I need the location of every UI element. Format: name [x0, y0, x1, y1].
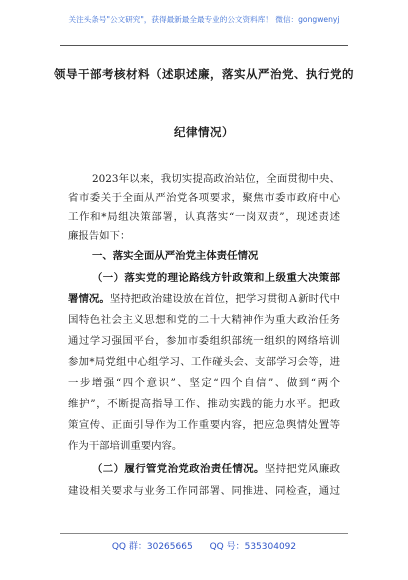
intro-line: 工作和*局组决策部署，认真落实“一岗双责”，现述责述: [68, 211, 340, 223]
subsection-1-text: 坚持把政治建设放在首位，把学习贯彻Ａ新时代中: [109, 293, 340, 305]
subsection-2-first-line: [92, 462, 340, 477]
subsection-1-first-line: [68, 292, 340, 307]
intro-line: 省市委关于全面从严治党各项要求，聚焦市委市政府中心: [68, 192, 340, 204]
subsection-1-heading: （一）落实党的理论路线方针政策和上级重大决策部: [92, 272, 340, 284]
footer-contacts: [0, 539, 408, 552]
body-line: 策宣传、正面引导作为工作重要内容，把应急舆情处置等: [68, 419, 340, 431]
body-line: 通过学习强国平台，参加市委组织部统一组织的网络培训: [68, 335, 340, 347]
body-line: 维护”，不断提高指导工作、推动实践的能力水平。把政: [68, 398, 340, 410]
intro-line: 2023年以来，我切实提高政治站位，全面贯彻中央、: [92, 173, 340, 185]
footer-qq-number: QQ 号：535304092: [209, 542, 297, 552]
document-title-line-2: 纪律情况）: [174, 125, 234, 139]
section-heading: 一、落实全面从严治党主体责任情况: [92, 250, 259, 262]
subsection-2-heading: （二）履行管党治党政治责任情况。: [92, 463, 265, 475]
intro-line: 廉报告如下：: [68, 230, 131, 242]
subsection-1-heading-end: 署情况。: [68, 293, 110, 305]
body-line: 国特色社会主义思想和党的二十大精神作为重大政治任务: [68, 314, 340, 326]
subsection-2-text: 坚持把党风廉政: [264, 463, 341, 475]
header-banner: 关注头条号"公文研究"，获得最新最全最专业的公文资料库！ 微信：gongwenyj: [68, 15, 340, 24]
header-divider: [60, 45, 348, 46]
footer-qq-group: QQ 群：30265665: [111, 542, 193, 552]
body-line: 作为干部培训重要内容。: [68, 440, 183, 452]
footer-divider: [60, 533, 348, 534]
document-title-line-1: 领导干部考核材料（述职述廉，落实从严治党、执行党的: [54, 67, 354, 81]
body-line: 建设相关要求与业务工作同部署、同推进、同检查，通过: [68, 485, 340, 497]
body-line: 参加*局党组中心组学习、工作碰头会、支部学习会等，进: [68, 356, 340, 368]
body-line: 一步增强“四个意识”、坚定“四个自信”、做到“两个: [68, 377, 340, 389]
